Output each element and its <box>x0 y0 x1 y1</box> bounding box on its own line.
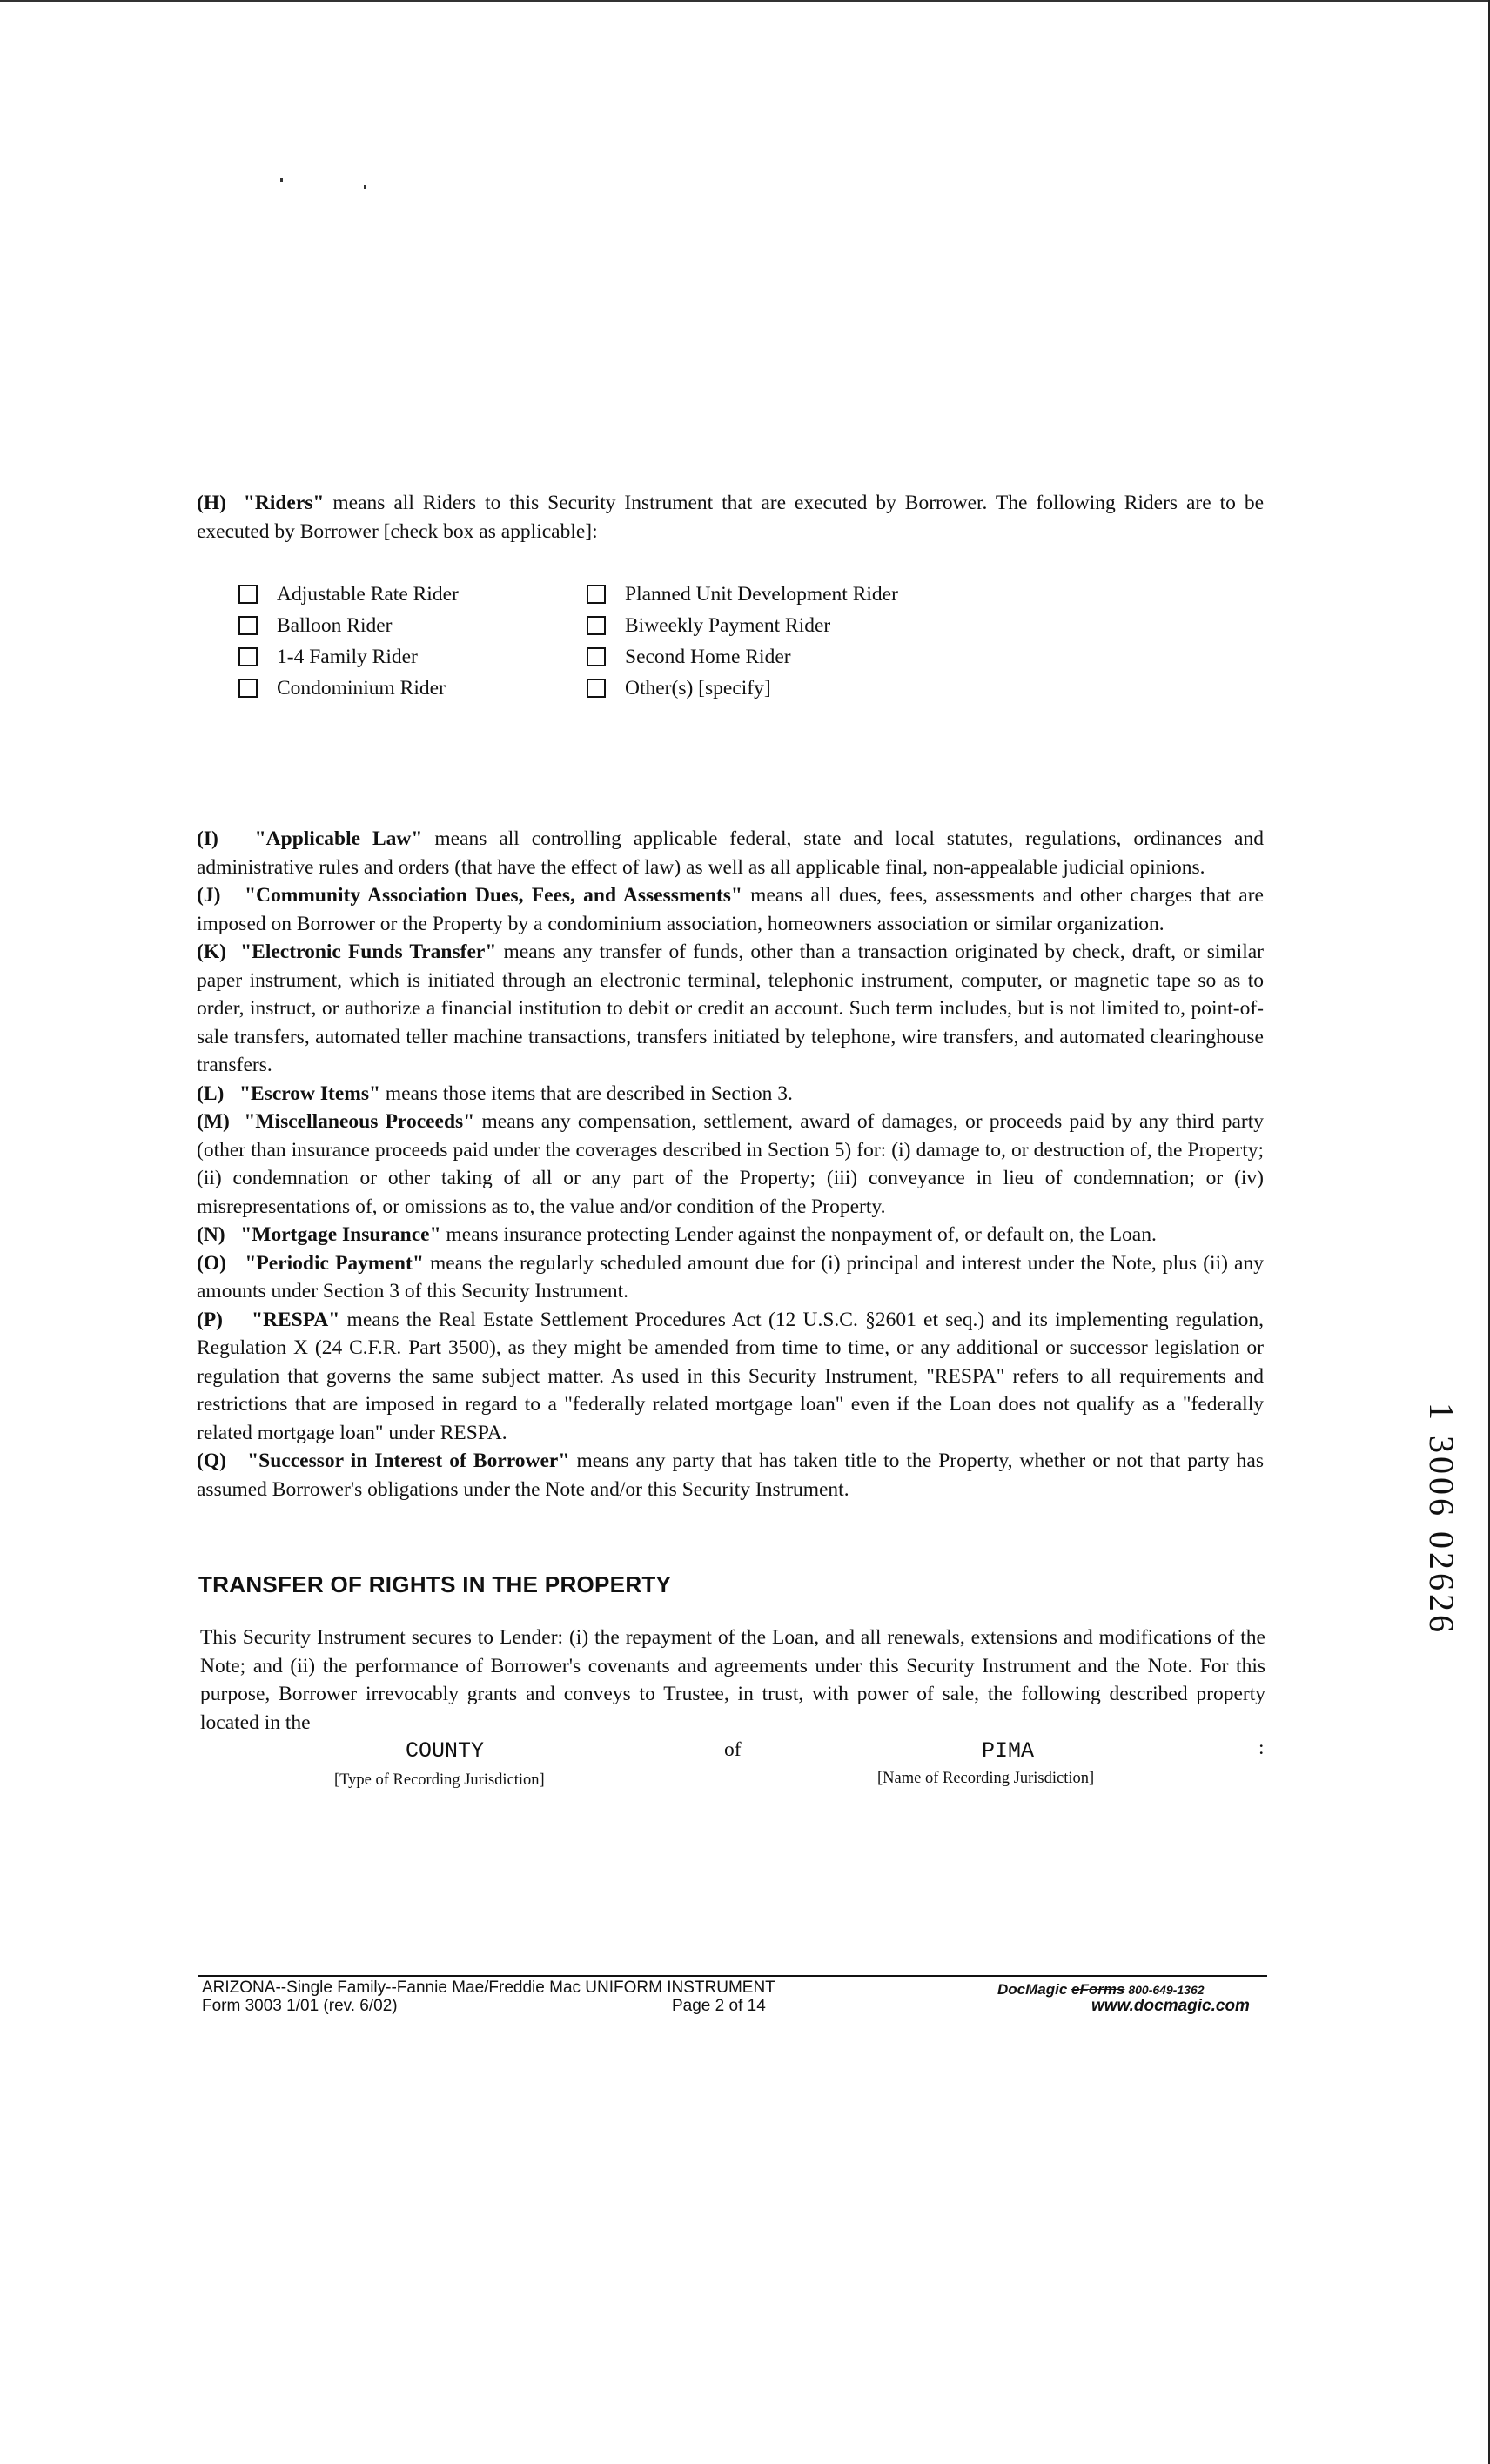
definition-successor <box>197 1447 1264 1503</box>
rider-option <box>238 641 459 673</box>
rider-option <box>587 610 898 641</box>
jurisdiction-type-caption: [Type of Recording Jurisdiction] <box>334 1771 545 1789</box>
riders-term: "Riders" <box>243 492 325 514</box>
definition-term: "Miscellaneous Proceeds" <box>244 1110 475 1133</box>
transfer-paragraph: This Security Instrument secures to Lender: (i) the repayment of the Loan, and all renewals, extensions and modifications of the Note; and (ii) the performance of Borrower's covenants and agreements under this Security Instrument and the Note. For this purpose, Borrower irrevocably grants and conveys to Trustee, in trust, with power of sale, the following described property located in the <box>200 1626 1265 1734</box>
jurisdiction-name-value: PIMA <box>982 1738 1035 1764</box>
definition-community-association <box>197 881 1264 938</box>
rider-option <box>238 610 459 641</box>
riders-text: means all Riders to this Security Instrument that are executed by Borrower. The following Riders are to be executed by Borrower [check box as applicable]: <box>197 492 1264 543</box>
definition-mortgage-insurance <box>197 1221 1264 1249</box>
recording-stamp-text: 1 3006 02626 <box>1422 1403 1461 1636</box>
definition-text: means insurance protecting Lender against the nonpayment of, or default on, the Loan. <box>440 1223 1157 1246</box>
jurisdiction-name-caption: [Name of Recording Jurisdiction] <box>877 1770 1095 1787</box>
definition-term: "Electronic Funds Transfer" <box>240 941 497 963</box>
footer-rule <box>198 1975 1267 1977</box>
scan-speck <box>280 178 283 182</box>
definition-text: means all dues, fees, assessments and other charges that are imposed on Borrower or the Property by a condominium association, homeowners association or similar organization. <box>197 884 1264 935</box>
rider-checkbox[interactable] <box>238 616 258 635</box>
definition-term: "Mortgage Insurance" <box>240 1223 441 1246</box>
riders-paragraph <box>197 489 1264 546</box>
definition-label: (K) <box>197 941 226 963</box>
definition-text: means the regularly scheduled amount due for (i) principal and interest under the Note, plus (ii) any amounts under Section 3 of this Security Instrument. <box>197 1251 1264 1302</box>
rider-label: Planned Unit Development Rider <box>625 583 898 606</box>
definition-term: "RESPA" <box>251 1308 340 1331</box>
rider-label: Balloon Rider <box>277 614 393 637</box>
rider-label: Biweekly Payment Rider <box>625 614 831 637</box>
definitions-list <box>197 825 1264 1503</box>
rider-option <box>587 579 898 610</box>
rider-label: Condominium Rider <box>277 677 446 700</box>
definition-label: (O) <box>197 1251 226 1275</box>
footer-page-number: Page 2 of 14 <box>672 1997 766 2015</box>
footer-phone: 800-649-1362 <box>1124 1983 1205 1997</box>
definition-escrow-items <box>197 1080 1264 1108</box>
rider-checkbox[interactable] <box>587 647 606 666</box>
rider-checkbox[interactable] <box>587 585 606 604</box>
rider-label: Adjustable Rate Rider <box>277 583 459 606</box>
definition-text: means any compensation, settlement, award of damages, or proceeds paid by any third party (other than insurance proceeds paid under the coverages described in Section 5) for: (i) damage to, or destruction of, the Property; (ii) condemnation or other taking of all or any part of the Property; (iii) conveyance in lieu of condemnation; or (iv) misrepresentations of, or omissions as to, the value and/or condition of the Property. <box>197 1110 1265 1218</box>
definition-label: (J) <box>197 884 221 907</box>
definition-electronic-funds <box>197 938 1264 1080</box>
rider-option <box>238 673 459 704</box>
definition-label: (I) <box>197 827 218 850</box>
definition-label: (M) <box>197 1110 230 1133</box>
definition-text: means any party that has taken title to the Property, whether or not that party has assumed Borrower's obligations under the Note and/or this Security Instrument. <box>197 1450 1264 1501</box>
rider-label: Second Home Rider <box>625 646 791 668</box>
definition-misc-proceeds <box>197 1108 1264 1221</box>
rider-label: Other(s) [specify] <box>625 677 771 700</box>
rider-checkbox[interactable] <box>238 679 258 698</box>
definition-text: means those items that are described in Section 3. <box>380 1081 793 1105</box>
definition-text: means any transfer of funds, other than a transaction originated by check, draft, or similar paper instrument, which is initiated through an electronic terminal, telephonic instrument, computer, or magnetic tape so as to order, instruct, or authorize a financial institution to debit or credit an account. Such term includes, but is not limited to, point-of-sale transfers, automated teller machine transactions, transfers initiated by telephone, wire transfers, and automated clearinghouse transfers. <box>197 941 1264 1076</box>
rider-option <box>587 641 898 673</box>
definition-text: means all controlling applicable federal, state and local statutes, regulations, ordinances and administrative rules and orders (that have the effect of law) as well as all applicable final, non-appealable judicial opinions. <box>197 827 1264 879</box>
riders-right-column <box>587 579 898 704</box>
definition-label: (L) <box>197 1081 225 1105</box>
footer-brand-forms: eForms <box>1071 1981 1125 1998</box>
definition-term: "Applicable Law" <box>254 827 423 850</box>
rider-option <box>238 579 459 610</box>
riders-label: (H) <box>197 492 226 514</box>
rider-checkbox[interactable] <box>238 647 258 666</box>
rider-option <box>587 673 898 704</box>
rider-checkbox[interactable] <box>587 679 606 698</box>
footer-form-title: ARIZONA--Single Family--Fannie Mae/Freddie Mac UNIFORM INSTRUMENT <box>202 1979 775 1997</box>
jurisdiction-of: of <box>724 1738 742 1761</box>
definition-text: means the Real Estate Settlement Procedures Act (12 U.S.C. §2601 et seq.) and its implementing regulation, Regulation X (24 C.F.R. Part 3500), as they might be amended from time to time, or any additional or successor legislation or regulation that governs the same subject matter. As used in this Security Instrument, "RESPA" refers to all requirements and restrictions that are imposed in regard to a "federally related mortgage loan" even if the Loan does not qualify as a "federally related mortgage loan" under RESPA. <box>197 1308 1264 1444</box>
footer-form-number: Form 3003 1/01 (rev. 6/02) <box>202 1997 398 2015</box>
rider-checkbox[interactable] <box>587 616 606 635</box>
recording-stamp <box>1417 1392 1469 1644</box>
definition-term: "Successor in Interest of Borrower" <box>247 1450 570 1472</box>
definition-label: (P) <box>197 1308 224 1331</box>
definition-respa <box>197 1306 1264 1448</box>
definition-term: "Periodic Payment" <box>245 1251 424 1275</box>
jurisdiction-colon: : <box>1258 1737 1265 1759</box>
riders-left-column <box>238 579 459 704</box>
definition-applicable-law <box>197 825 1264 881</box>
definition-term: "Community Association Dues, Fees, and Assessments" <box>244 884 742 907</box>
definition-label: (N) <box>197 1223 225 1246</box>
footer-website: www.docmagic.com <box>1091 1997 1250 2015</box>
rider-label: 1-4 Family Rider <box>277 646 418 668</box>
definition-label: (Q) <box>197 1450 226 1472</box>
definition-periodic-payment <box>197 1249 1264 1306</box>
scan-speck <box>364 185 366 189</box>
rider-checkbox[interactable] <box>238 585 258 604</box>
definition-term: "Escrow Items" <box>238 1081 381 1105</box>
scan-edge-top <box>0 0 1490 2</box>
jurisdiction-type-value: COUNTY <box>406 1738 485 1764</box>
footer-brand-name: DocMagic <box>997 1981 1072 1998</box>
transfer-heading: TRANSFER OF RIGHTS IN THE PROPERTY <box>198 1571 672 1597</box>
